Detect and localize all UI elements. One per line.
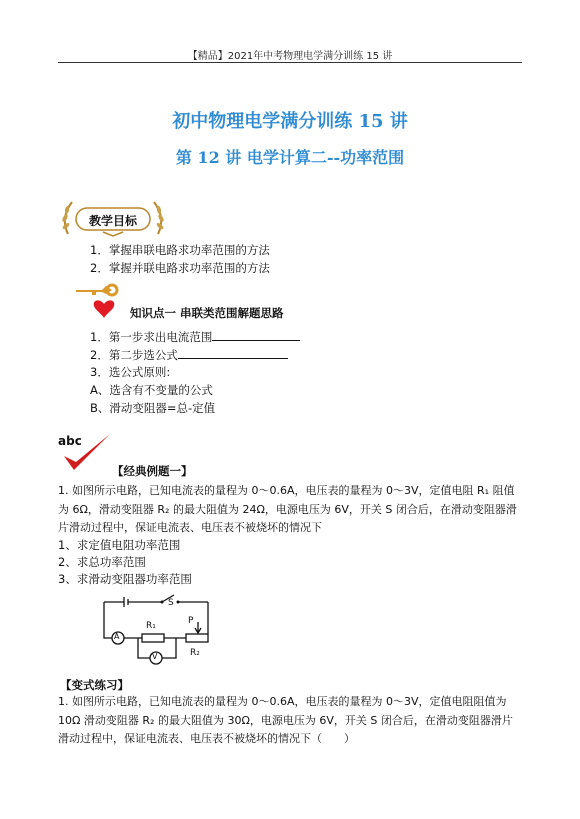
variant-problem: 1. 如图所示电路，已知电流表的量程为 0～0.6A，电压表的量程为 0～3V，定值电阻阻值为 10Ω 滑动变阻器 R₂ 的最大阻值为 30Ω，电源电压为 6V，开关 S 闭合后，在滑动变阻器滑片滑动过程中，保证电流表、电压表不被烧坏的情况下（ ）	[58, 695, 513, 745]
doc-title: 初中物理电学满分训练 15 讲	[172, 111, 408, 132]
switch-label: S	[168, 598, 174, 608]
abc-check-icon	[58, 432, 118, 474]
key-heart-icon	[72, 282, 124, 322]
abc-label: abc	[58, 434, 82, 448]
page-header: 【精品】2021年中考物理电学满分训练 15 讲	[187, 51, 393, 62]
r2-label: R₂	[190, 648, 200, 658]
voltmeter-label: V	[152, 652, 158, 661]
example-heading: 【经典例题一】	[112, 464, 193, 478]
knowledge-heading: 知识点一 串联类范围解题思路	[130, 306, 284, 320]
step-item: 3．选公式原则:	[90, 365, 171, 379]
objectives-badge	[58, 198, 168, 238]
question-item: 1、求定值电阻功率范围	[58, 538, 181, 552]
slider-p-label: P	[188, 616, 194, 626]
lesson-title: 第 12 讲 电学计算二--功率范围	[175, 148, 405, 167]
question-item: 2、求总功率范围	[58, 555, 146, 569]
objective-item: 2．掌握并联电路求功率范围的方法	[90, 261, 270, 275]
variant-heading: 【变式练习】	[60, 678, 129, 692]
principle-item: A、选含有不变量的公式	[90, 383, 213, 397]
header-rule	[58, 62, 522, 63]
step-item: 2．第二步选公式	[90, 346, 288, 363]
r1-label: R₁	[146, 621, 156, 631]
circuit-diagram	[98, 592, 218, 672]
objective-item: 1．掌握串联电路求功率范围的方法	[90, 243, 270, 257]
example-problem: 1. 如图所示电路，已知电流表的量程为 0～0.6A，电压表的量程为 0～3V，定值电阻 R₁ 阻值为 6Ω，滑动变阻器 R₂ 的最大阻值为 24Ω，电源电压为 6V，开关 S 闭合后，在滑动变阻器滑片滑动过程中，保证电流表、电压表不被烧坏的情况下	[58, 484, 517, 534]
ammeter-label: A	[114, 632, 120, 641]
question-item: 3、求滑动变阻器功率范围	[58, 572, 192, 586]
objectives-badge-label: 教学目标	[88, 214, 137, 228]
principle-item: B、滑动变阻器=总-定值	[90, 401, 216, 415]
step-item: 1．第一步求出电流范围	[90, 328, 300, 345]
